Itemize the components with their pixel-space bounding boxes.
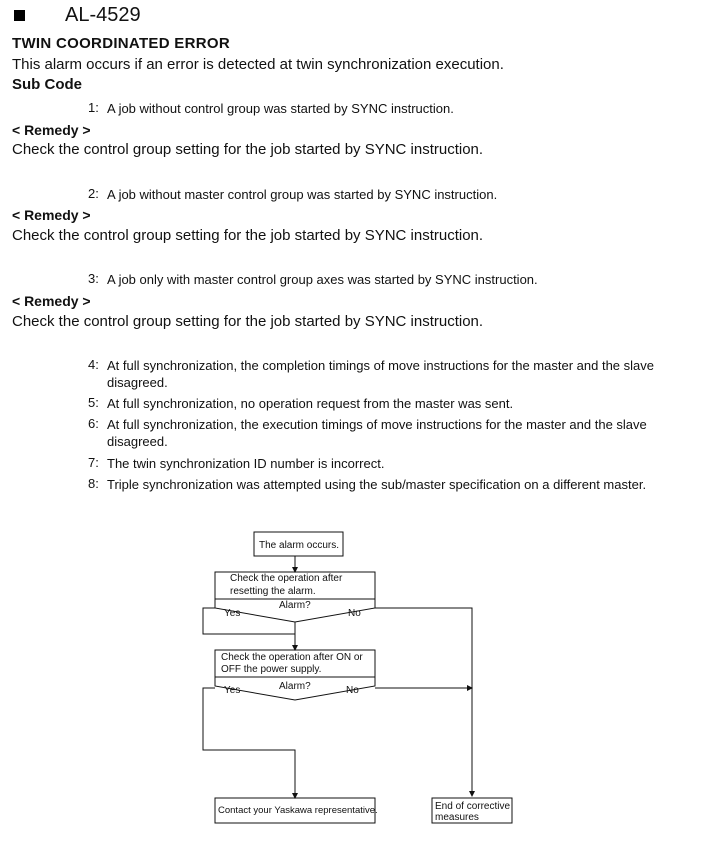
subcode-number: 2: [88,186,99,201]
remedy-text: Check the control group setting for the job started by SYNC instruction. [12,141,484,158]
subcode-text: At full synchronization, the execution timings of move instructions for the master and the slave disagreed. [107,417,647,449]
flow-decision-label: Alarm? [279,681,311,692]
subcode-text: A job only with master control group axes was started by SYNC instruction. [107,272,538,287]
subcode-heading: Sub Code [12,76,82,93]
flow-no-label: No [346,685,359,696]
flow-start-label: The alarm occurs. [259,540,340,551]
flow-no-path [375,608,472,796]
flow-yes-label: Yes [224,608,241,619]
subcode-text: The twin synchronization ID number is incorrect. [107,456,385,471]
flow-end-label: End of corrective [435,801,511,812]
subcode-text: A job without control group was started by SYNC instruction. [107,101,454,116]
flow-contact-label: Contact your Yaskawa representative. [218,805,378,816]
flow-step2-label: Check the operation after ON or [221,652,363,663]
remedy-heading: < Remedy > [12,207,91,223]
flow-yes-label: Yes [224,685,241,696]
subcode-number: 1: [88,100,99,115]
subcode-number: 7: [88,455,99,470]
subcode-number: 4: [88,357,99,372]
subcode-number: 3: [88,271,99,286]
subcode-number: 5: [88,395,99,410]
flow-step2-label: OFF the power supply. [221,664,322,675]
alarm-description: This alarm occurs if an error is detected at twin synchronization execution. [12,56,504,73]
alarm-title: TWIN COORDINATED ERROR [12,35,230,52]
remedy-heading: < Remedy > [12,293,91,309]
flow-yes-path [203,688,295,798]
flow-step1-label: Check the operation after [230,573,343,584]
remedy-text: Check the control group setting for the job started by SYNC instruction. [12,227,484,244]
subcode-number: 6: [88,416,99,431]
flow-step1-label: resetting the alarm. [230,586,316,597]
flow-end-label: measures [435,812,479,823]
subcode-number: 8: [88,476,99,491]
remedy-text: Check the control group setting for the job started by SYNC instruction. [12,313,484,330]
flow-decision-label: Alarm? [279,600,311,611]
subcode-text: At full synchronization, no operation request from the master was sent. [107,396,514,411]
alarm-code: AL-4529 [65,4,141,26]
subcode-text: A job without master control group was started by SYNC instruction. [107,187,498,202]
subcode-text: At full synchronization, the completion timings of move instructions for the master and the slave disagreed. [107,358,654,390]
subcode-text: Triple synchronization was attempted using the sub/master specification on a different master. [107,477,647,492]
remedy-heading: < Remedy > [12,122,91,138]
flow-no-label: No [348,608,361,619]
flow-yes-path [203,608,295,634]
